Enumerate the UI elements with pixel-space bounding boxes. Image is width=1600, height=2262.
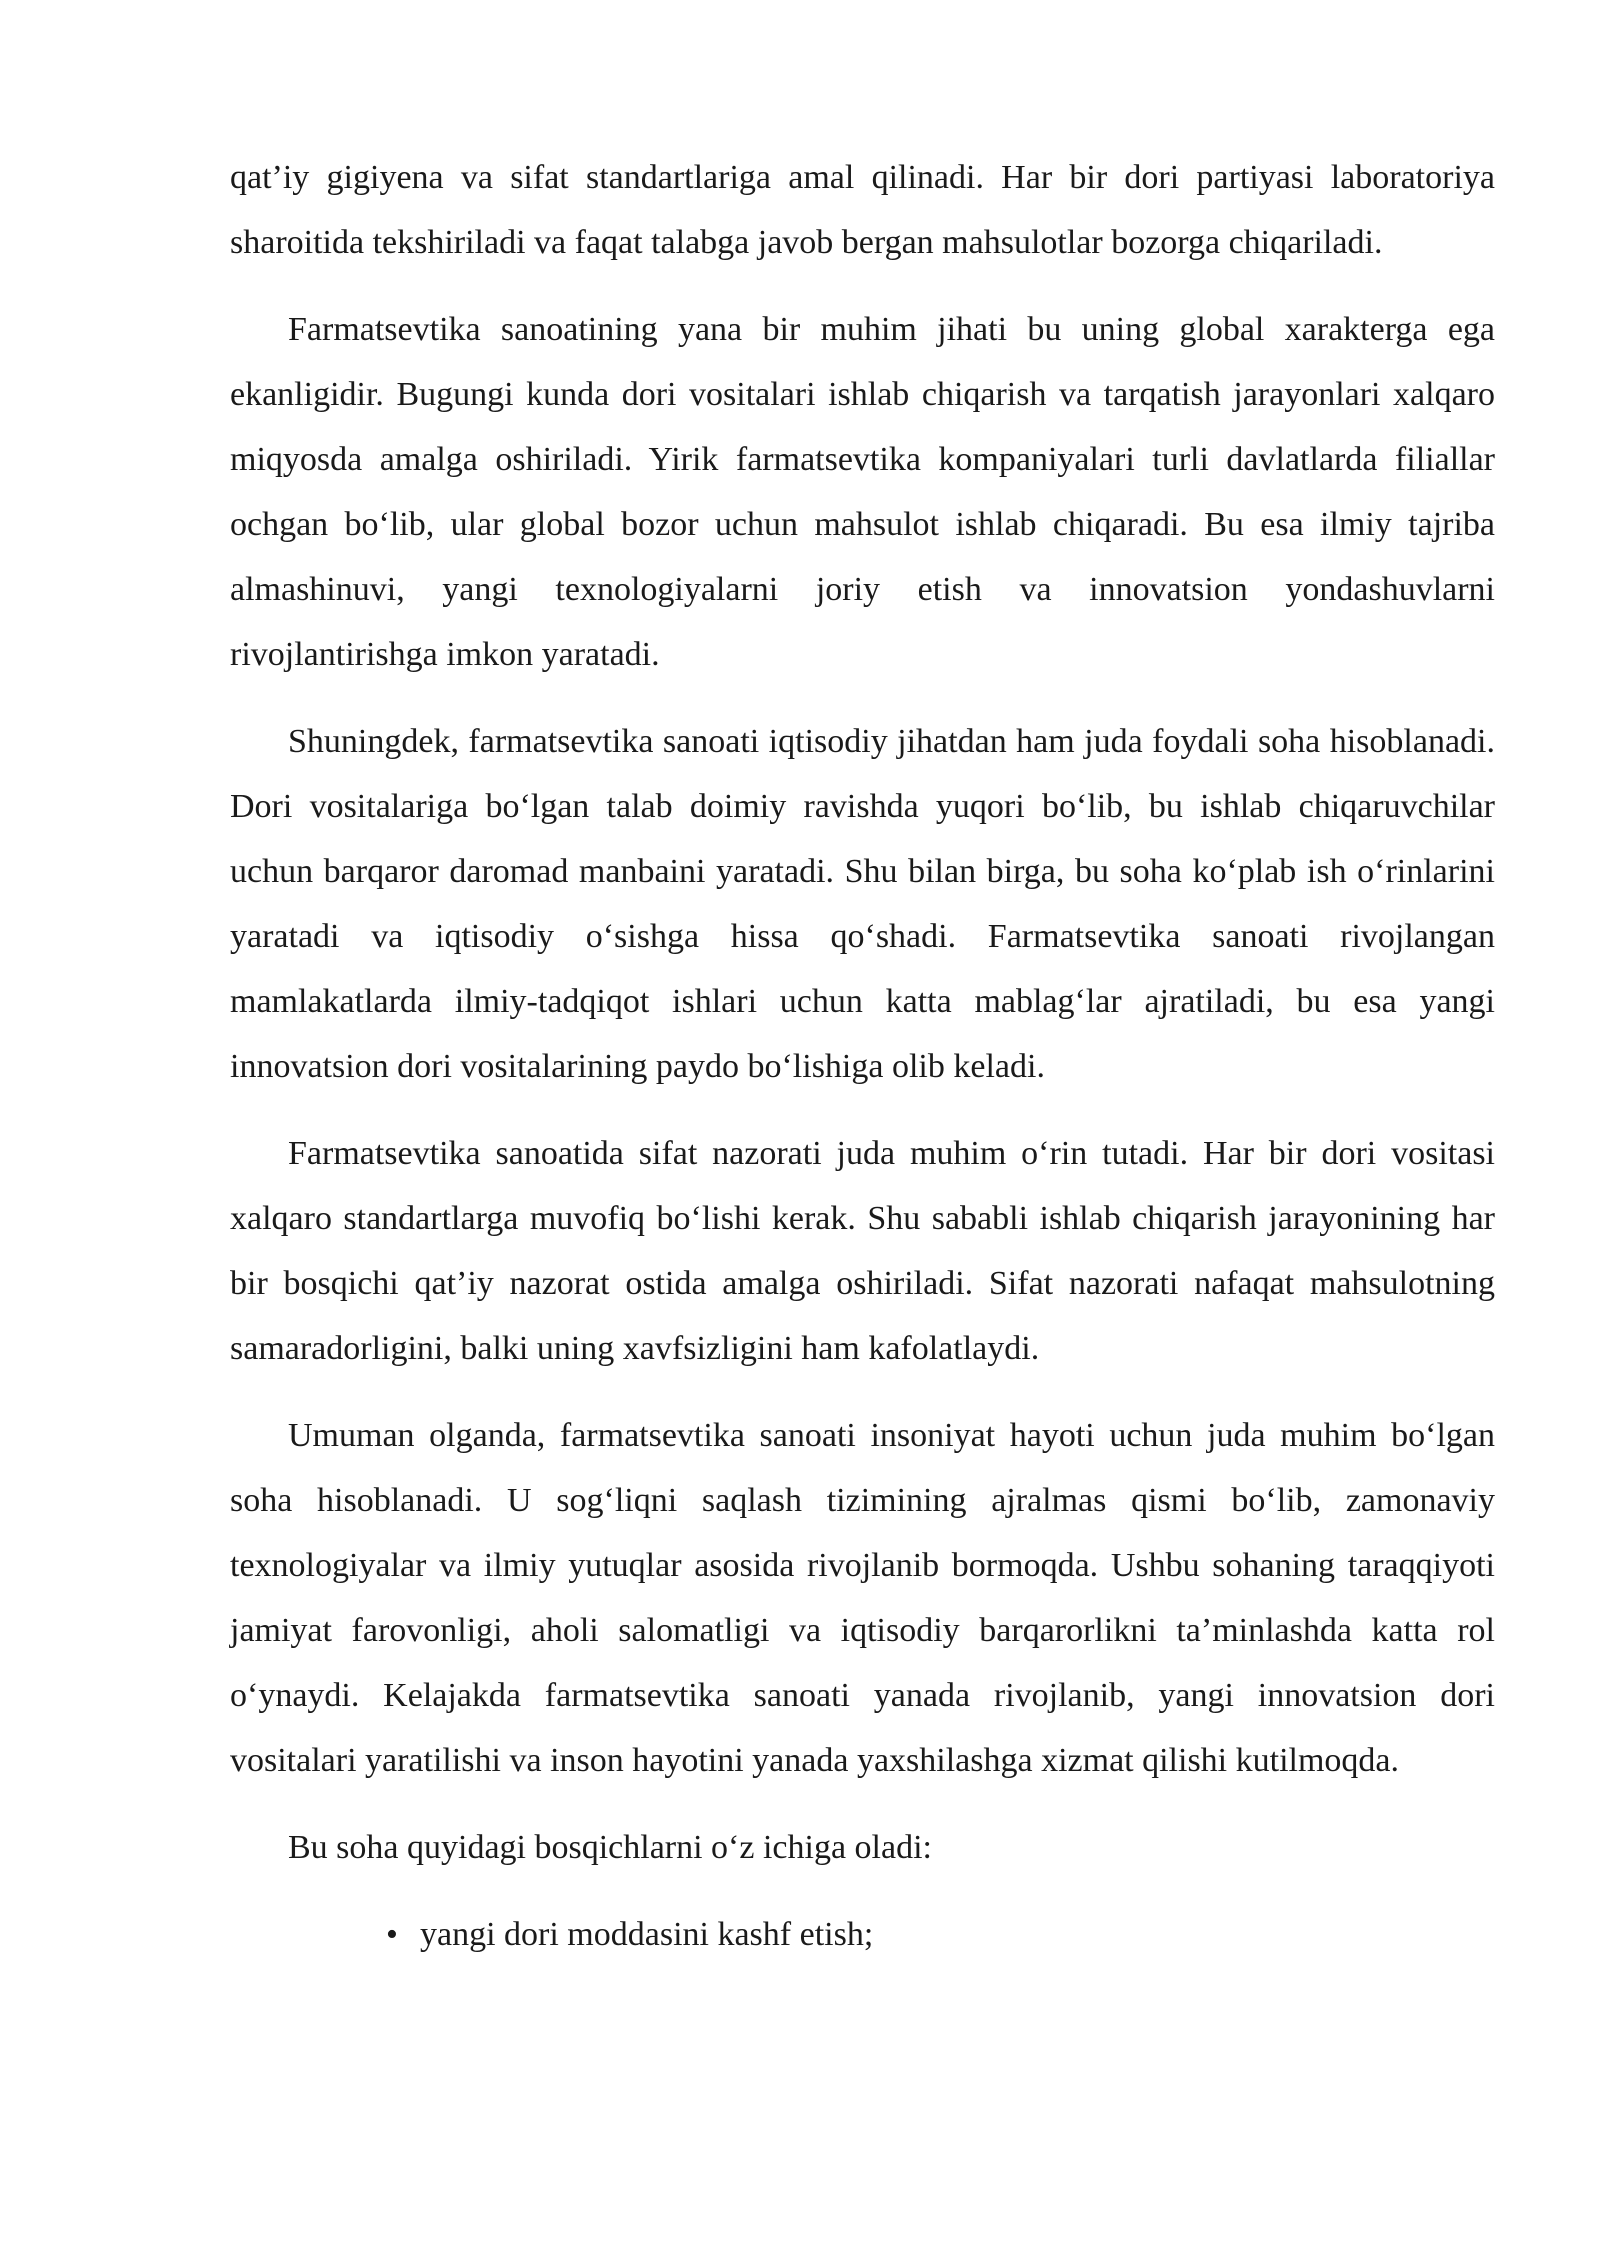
paragraph-continuation: qat’iy gigiyena va sifat standartlariga amal qilinadi. Har bir dori partiyasi laboratoriya sharoitida tekshiriladi va faqat talabga javob bergan mahsulotlar bozorga chiqariladi. [230,159,1495,261]
paragraph-economic-benefit: Shuningdek, farmatsevtika sanoati iqtisodiy jihatdan ham juda foydali soha hisoblanadi. Dori vositalariga bo‘lgan talab doimiy ravishda yuqori bo‘lib, bu ishlab chiqaruvchilar uchun barqaror daromad manbaini yaratadi. Shu bilan birga, bu soha ko‘plab ish o‘rinlarini yaratadi va iqtisodiy o‘sishga hissa qo‘shadi. Farmatsevtika sanoati rivojlangan mamlakatlarda ilmiy-tadqiqot ishlari uchun katta mablag‘lar ajratiladi, bu esa yangi innovatsion dori vositalarining paydo bo‘lishiga olib keladi. [230,723,1495,1085]
stages-list [230,1902,1495,1967]
list-item [230,1902,1495,1967]
paragraph-global-character: Farmatsevtika sanoatining yana bir muhim jihati bu uning global xarakterga ega ekanligidir. Bugungi kunda dori vositalari ishlab chiqarish va tarqatish jarayonlari xalqaro miqyosda amalga oshiriladi. Yirik farmatsevtika kompaniyalari turli davlatlarda filiallar ochgan bo‘lib, ular global bozor uchun mahsulot ishlab chiqaradi. Bu esa ilmiy tajriba almashinuvi, yangi texnologiyalarni joriy etish va innovatsion yondashuvlarni rivojlantirishga imkon yaratadi. [230,311,1495,673]
bullet-icon: • [386,1916,398,1953]
list-item-text: yangi dori moddasini kashf etish; [420,1916,874,1953]
paragraph-conclusion: Umuman olganda, farmatsevtika sanoati insoniyat hayoti uchun juda muhim bo‘lgan soha hisoblanadi. U sog‘liqni saqlash tizimining ajralmas qismi bo‘lib, zamonaviy texnologiyalar va ilmiy yutuqlar asosida rivojlanib bormoqda. Ushbu sohaning taraqqiyoti jamiyat farovonligi, aholi salomatligi va iqtisodiy barqarorlikni ta’minlashda katta rol o‘ynaydi. Kelajakda farmatsevtika sanoati yanada rivojlanib, yangi innovatsion dori vositalari yaratilishi va inson hayotini yanada yaxshilashga xizmat qilishi kutilmoqda. [230,1417,1495,1779]
document-body [230,145,1495,1967]
paragraph-quality-control: Farmatsevtika sanoatida sifat nazorati juda muhim o‘rin tutadi. Har bir dori vositasi xalqaro standartlarga muvofiq bo‘lishi kerak. Shu sababli ishlab chiqarish jarayonining har bir bosqichi qat’iy nazorat ostida amalga oshiriladi. Sifat nazorati nafaqat mahsulotning samaradorligini, balki uning xavfsizligini ham kafolatlaydi. [230,1135,1495,1367]
paragraph-stages-intro: Bu soha quyidagi bosqichlarni o‘z ichiga oladi: [288,1829,932,1866]
